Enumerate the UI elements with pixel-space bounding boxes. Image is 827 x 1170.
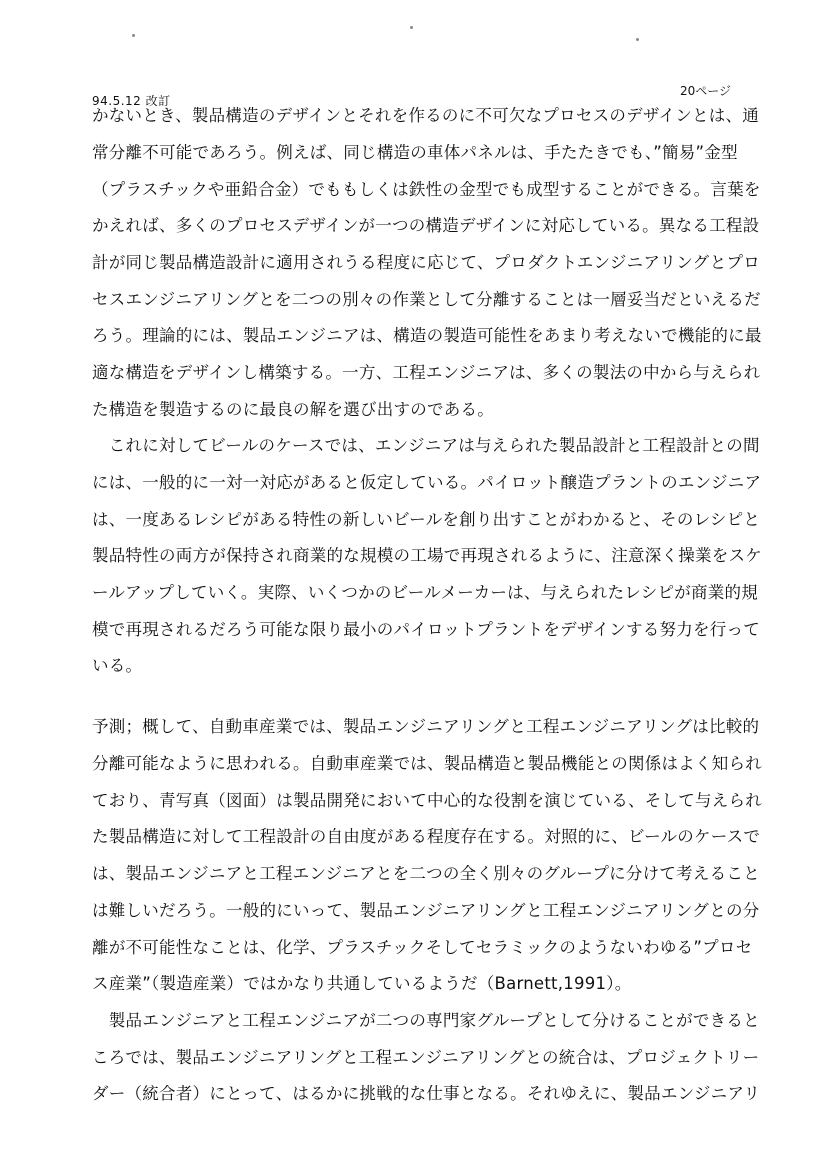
text-line: いる。 <box>92 656 143 675</box>
text-line: 計が同じ製品構造設計に適用されうる程度に応じて、プロダクトエンジニアリングとプロ <box>92 253 760 272</box>
text-line: は、一度あるレシピがある特性の新しいビールを創り出すことがわかると、そのレシピと <box>92 510 761 529</box>
text-line: （プラスチックや亜鉛合金）でももしくは鉄性の金型でも成型することができる。言葉を <box>92 180 761 199</box>
scan-speck <box>132 34 135 37</box>
text-line: セスエンジニアリングとを二つの別々の作業として分離することは一層妥当だといえるだ <box>92 290 761 309</box>
text-line: ており、青写真（図面）は製品開発において中心的な役割を演じている、そして与えられ <box>92 791 762 810</box>
revision-date: 94.5.12 改訂 <box>92 94 171 108</box>
text-line: 分離可能なように思われる。自動車産業では、製品構造と製品機能との関係はよく知られ <box>92 754 762 773</box>
text-line: 予測；概して、自動車産業では、製品エンジニアリングと工程エンジニアリングは比較的 <box>92 717 760 736</box>
text-line: これに対してビールのケースでは、エンジニアは与えられた製品設計と工程設計との間 <box>92 436 760 455</box>
text-line: ールアップしていく。実際、いくつかのビールメーカーは、与えられたレシピが商業的規 <box>92 583 758 602</box>
text-line: た製品構造に対して工程設計の自由度がある程度存在する。対照的に、ビールのケースで <box>92 827 761 846</box>
text-line: ダー（統合者）にとって、はるかに挑戦的な仕事となる。それゆえに、製品エンジニアリ <box>92 1084 761 1103</box>
text-line: には、一般的に一対一対応があると仮定している。パイロット醸造プラントのエンジニア <box>92 473 762 492</box>
text-line: 離が不可能性なことは、化学、プラスチックそしてセラミックのようないわゆる”プロセ <box>92 938 753 957</box>
page-number: 20ページ <box>680 84 732 98</box>
text-line: かないとき、製品構造のデザインとそれを作るのに不可欠なプロセスのデザインとは、通 <box>92 106 760 125</box>
text-line: かえれば、多くのプロセスデザインが一つの構造デザインに対応している。異なる工程設 <box>92 216 760 235</box>
text-line: 常分離不可能であろう。例えば、同じ構造の車体パネルは、手たたきでも、”簡易”金型 <box>92 143 738 162</box>
text-line: ろう。理論的には、製品エンジニアは、構造の製造可能性をあまり考えないで機能的に最 <box>92 326 762 345</box>
text-line: は、製品エンジニアと工程エンジニアとを二つの全く別々のグループに分けて考えること <box>92 864 760 883</box>
text-line: た構造を製造するのに最良の解を選び出すのである。 <box>92 400 494 419</box>
text-line: ス産業”（製造産業）ではかなり共通しているようだ（Barnett,1991）。 <box>92 974 632 993</box>
text-line: 製品特性の両方が保持され商業的な規模の工場で再現されるように、注意深く操業をスケ <box>92 546 762 565</box>
text-line: 模で再現されるだろう可能な限り最小のパイロットプラントをデザインする努力を行って <box>92 620 761 639</box>
text-line: は難しいだろう。一般的にいって、製品エンジニアリングと工程エンジニアリングとの分 <box>92 901 760 920</box>
text-line: 製品エンジニアと工程エンジニアが二つの専門家グループとして分けることができると <box>92 1011 760 1030</box>
text-line: 適な構造をデザインし構築する。一方、工程エンジニアは、多くの製法の中から与えられ <box>92 363 761 382</box>
scan-speck <box>410 26 413 29</box>
scan-speck <box>636 38 639 41</box>
text-line: ころでは、製品エンジニアリングと工程エンジニアリングとの統合は、プロジェクトリー <box>92 1048 760 1067</box>
